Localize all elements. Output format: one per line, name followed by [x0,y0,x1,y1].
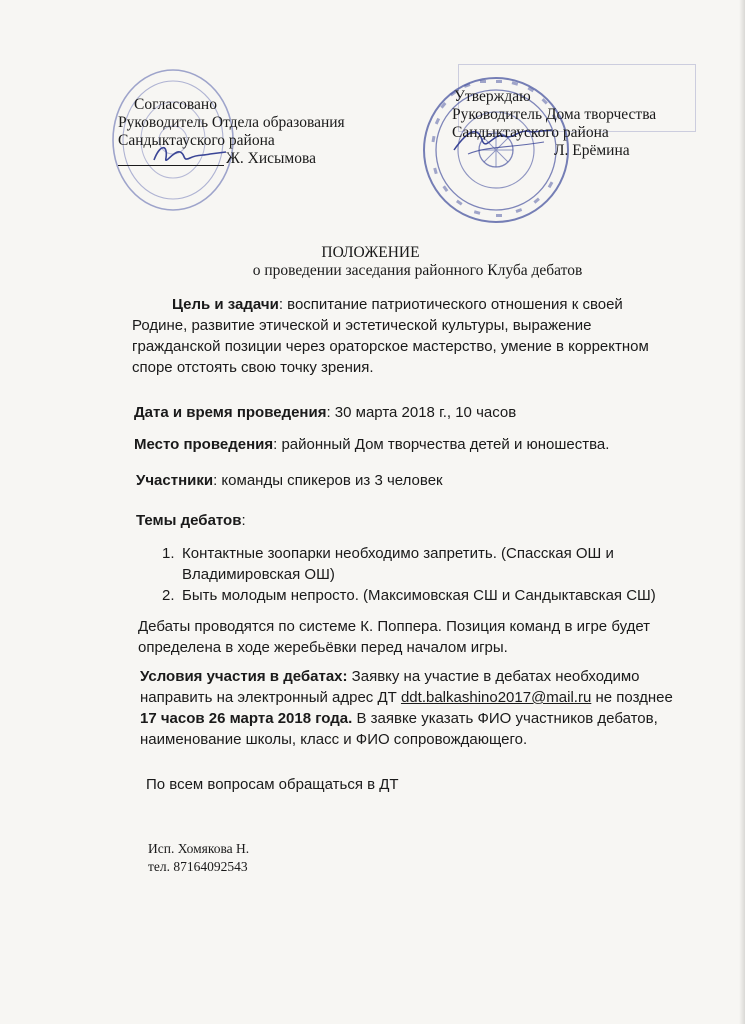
approval-right-line1: Утверждаю [454,88,531,105]
approval-left-line3: Сандыктауского района [118,132,275,149]
participants-value: : команды спикеров из 3 человек [213,472,443,489]
signature-underline-left [118,165,224,166]
place-label: Место проведения [134,436,274,453]
goals-label: Цель и задачи [172,296,279,313]
conditions-line1 [140,666,720,687]
list-item-text: Быть молодым непросто. (Максимовская СШ и Сандыктавская СШ) [182,587,656,604]
system-section [138,616,708,658]
conditions-text-2: направить на электронный адрес ДТ [140,689,401,706]
approval-left [118,96,398,168]
approval-right [452,88,712,160]
executor-name: Исп. Хомякова Н. [148,841,250,856]
list-item [136,543,706,585]
place-line [134,434,609,455]
participants-label: Участники [136,472,214,489]
conditions-line4: наименование школы, класс и ФИО сопровождающего. [140,731,528,748]
goals-text-1: : воспитание патриотического отношения к своей [278,296,623,313]
approval-left-line2: Руководитель Отдела образования [118,114,345,131]
goals-line2: Родине, развитие этической и эстетической культуры, выражение [132,317,592,334]
goals-line4: споре отстоять свою точку зрения. [132,359,374,376]
datetime-line [134,402,516,423]
approval-right-line3: Сандыктауского района [452,124,609,141]
conditions-section [140,666,720,750]
list-item-text: Контактные зоопарки необходимо запретить. (Спасская ОШ и [182,545,614,562]
datetime-value: : 30 марта 2018 г., 10 часов [326,404,517,421]
topics-section [136,510,706,606]
conditions-line2 [140,687,720,708]
topics-heading [136,510,706,531]
executor-phone: тел. 87164092543 [148,859,248,874]
document-title [0,244,745,280]
place-value: : районный Дом творчества детей и юношества. [273,436,610,453]
page-subtitle: о проведении заседания районного Клуба дебатов [252,262,583,279]
goals-section [132,294,712,378]
list-item-number: 1. [162,545,175,562]
system-line2: определена в ходе жеребьёвки перед началом игры. [138,639,508,656]
page-title: ПОЛОЖЕНИЕ [321,244,420,261]
topics-list [136,543,706,606]
list-item-text-cont: Владимировская ОШ) [182,566,335,583]
system-line1: Дебаты проводятся по системе К. Поппера. Позиция команд в игре будет [138,618,651,635]
conditions-text-3: В заявке указать ФИО участников дебатов, [352,710,658,727]
conditions-text-2b: не позднее [591,689,673,706]
contact-line: По всем вопросам обращаться в ДТ [146,776,399,793]
topics-label: Темы дебатов [136,512,242,529]
approval-left-signature-line [118,150,398,168]
conditions-text-1: Заявку на участие в дебатах необходимо [347,668,640,685]
goals-line1 [132,294,712,315]
scan-edge-shadow [739,0,745,1024]
conditions-label: Условия участия в дебатах: [140,668,348,685]
goals-line3: гражданской позиции через ораторское мастерство, умение в корректном [132,338,649,355]
datetime-label: Дата и время проведения [134,404,327,421]
list-item [136,585,706,606]
conditions-deadline: 17 часов 26 марта 2018 года. [140,710,353,727]
participants-line [136,470,443,491]
approval-left-signer: Ж. Хисымова [226,150,316,167]
approval-right-line2: Руководитель Дома творчества [452,106,657,123]
footer-executor [148,840,249,876]
email-link[interactable]: ddt.balkashino2017@mail.ru [400,689,592,706]
topics-colon: : [241,512,246,529]
conditions-line3 [140,708,720,729]
approval-left-line1: Согласовано [134,96,217,113]
approval-right-signer: Л. Ерёмина [554,142,630,159]
list-item-number: 2. [162,587,175,604]
